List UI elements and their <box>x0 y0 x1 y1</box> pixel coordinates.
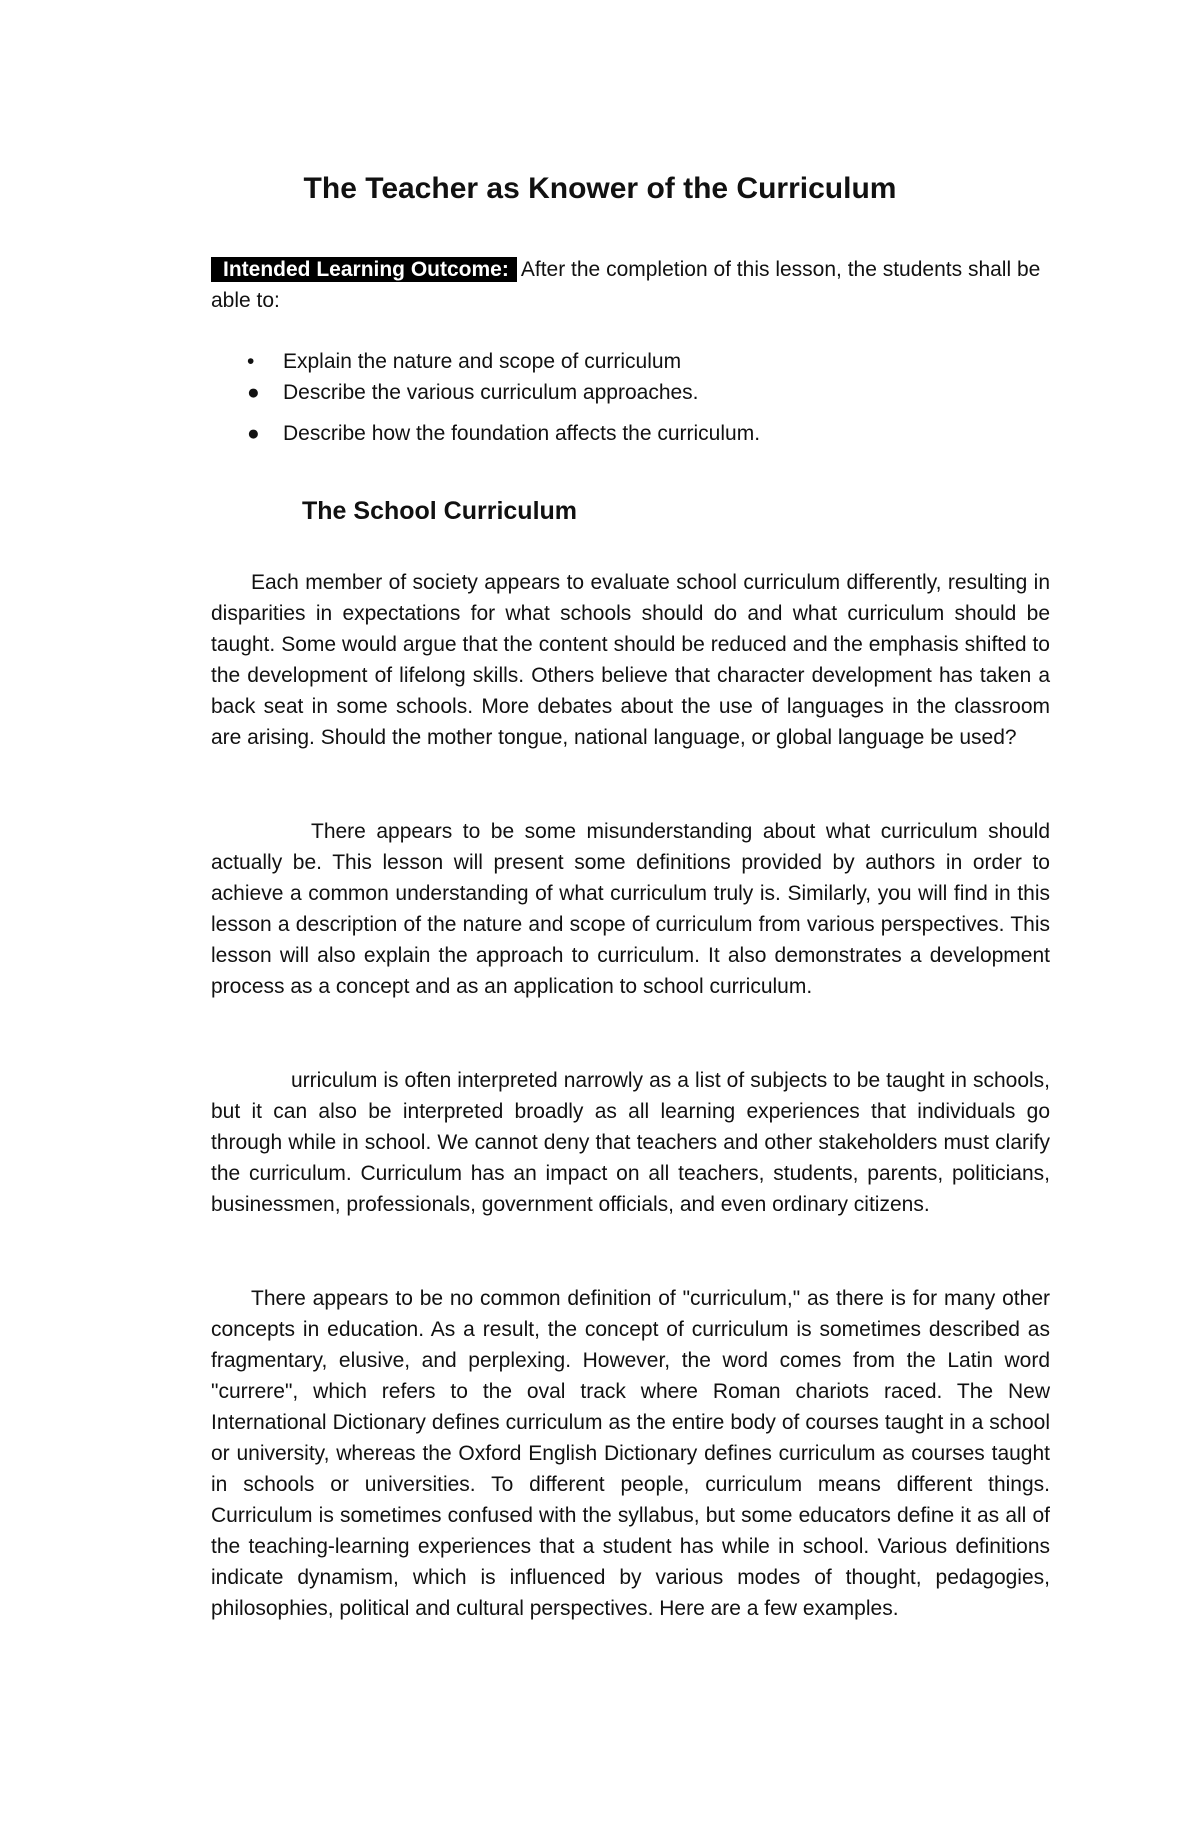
body-paragraph: urriculum is often interpreted narrowly as a list of subjects to be taught in schools, but it can also be interpreted broadly as all learning experiences that individuals go through while in school. We cannot deny that teachers and other stakeholders must clarify the curriculum. Curriculum has an impact on all teachers, students, parents, politicians, businessmen, professionals, government officials, and even ordinary citizens. <box>211 1069 1050 1216</box>
bullet-icon: • <box>247 350 255 373</box>
list-item-text: Describe how the foundation affects the curriculum. <box>283 422 761 445</box>
learning-outcome-label: Intended Learning Outcome: <box>211 257 517 282</box>
list-item-text: Explain the nature and scope of curriculum <box>283 350 682 373</box>
body-paragraph: Each member of society appears to evaluate school curriculum differently, resulting in disparities in expectations for what schools should do and what curriculum should be taught. Some would argue that the content should be reduced and the emphasis shifted to the development of lifelong skills. Others believe that character development has taken a back seat in some schools. More debates about the use of languages in the classroom are arising. Should the mother tongue, national language, or global language be used? <box>211 571 1050 749</box>
list-item <box>243 346 760 377</box>
bullet-icon: ● <box>247 381 260 404</box>
document-title: The Teacher as Knower of the Curriculum <box>303 172 897 205</box>
list-item-text: Describe the various curriculum approaches. <box>283 381 699 404</box>
list-item <box>243 418 760 449</box>
section-heading: The School Curriculum <box>302 497 578 525</box>
body-paragraph: There appears to be some misunderstanding about what curriculum should actually be. This lesson will present some definitions provided by authors in order to achieve a common understanding of what curriculum truly is. Similarly, you will find in this lesson a description of the nature and scope of curriculum from various perspectives. This lesson will also explain the approach to curriculum. It also demonstrates a development process as a concept and as an application to school curriculum. <box>211 820 1050 998</box>
learning-outcome-text: After the completion of this lesson, the students shall be able to: <box>211 258 1041 312</box>
outcome-list <box>243 346 760 449</box>
learning-outcome <box>211 254 1050 316</box>
body-paragraph: There appears to be no common definition of "curriculum," as there is for many other concepts in education. As a result, the concept of curriculum is sometimes described as fragmentary, elusive, and perplexing. However, the word comes from the Latin word "currere", which refers to the oval track where Roman chariots raced. The New International Dictionary defines curriculum as the entire body of courses taught in a school or university, whereas the Oxford English Dictionary defines curriculum as courses taught in schools or universities. To different people, curriculum means different things. Curriculum is sometimes confused with the syllabus, but some educators define it as all of the teaching-learning experiences that a student has while in school. Various definitions indicate dynamism, which is influenced by various modes of thought, pedagogies, philosophies, political and cultural perspectives. Here are a few examples. <box>211 1287 1050 1620</box>
list-item <box>243 377 760 418</box>
bullet-icon: ● <box>247 422 260 445</box>
